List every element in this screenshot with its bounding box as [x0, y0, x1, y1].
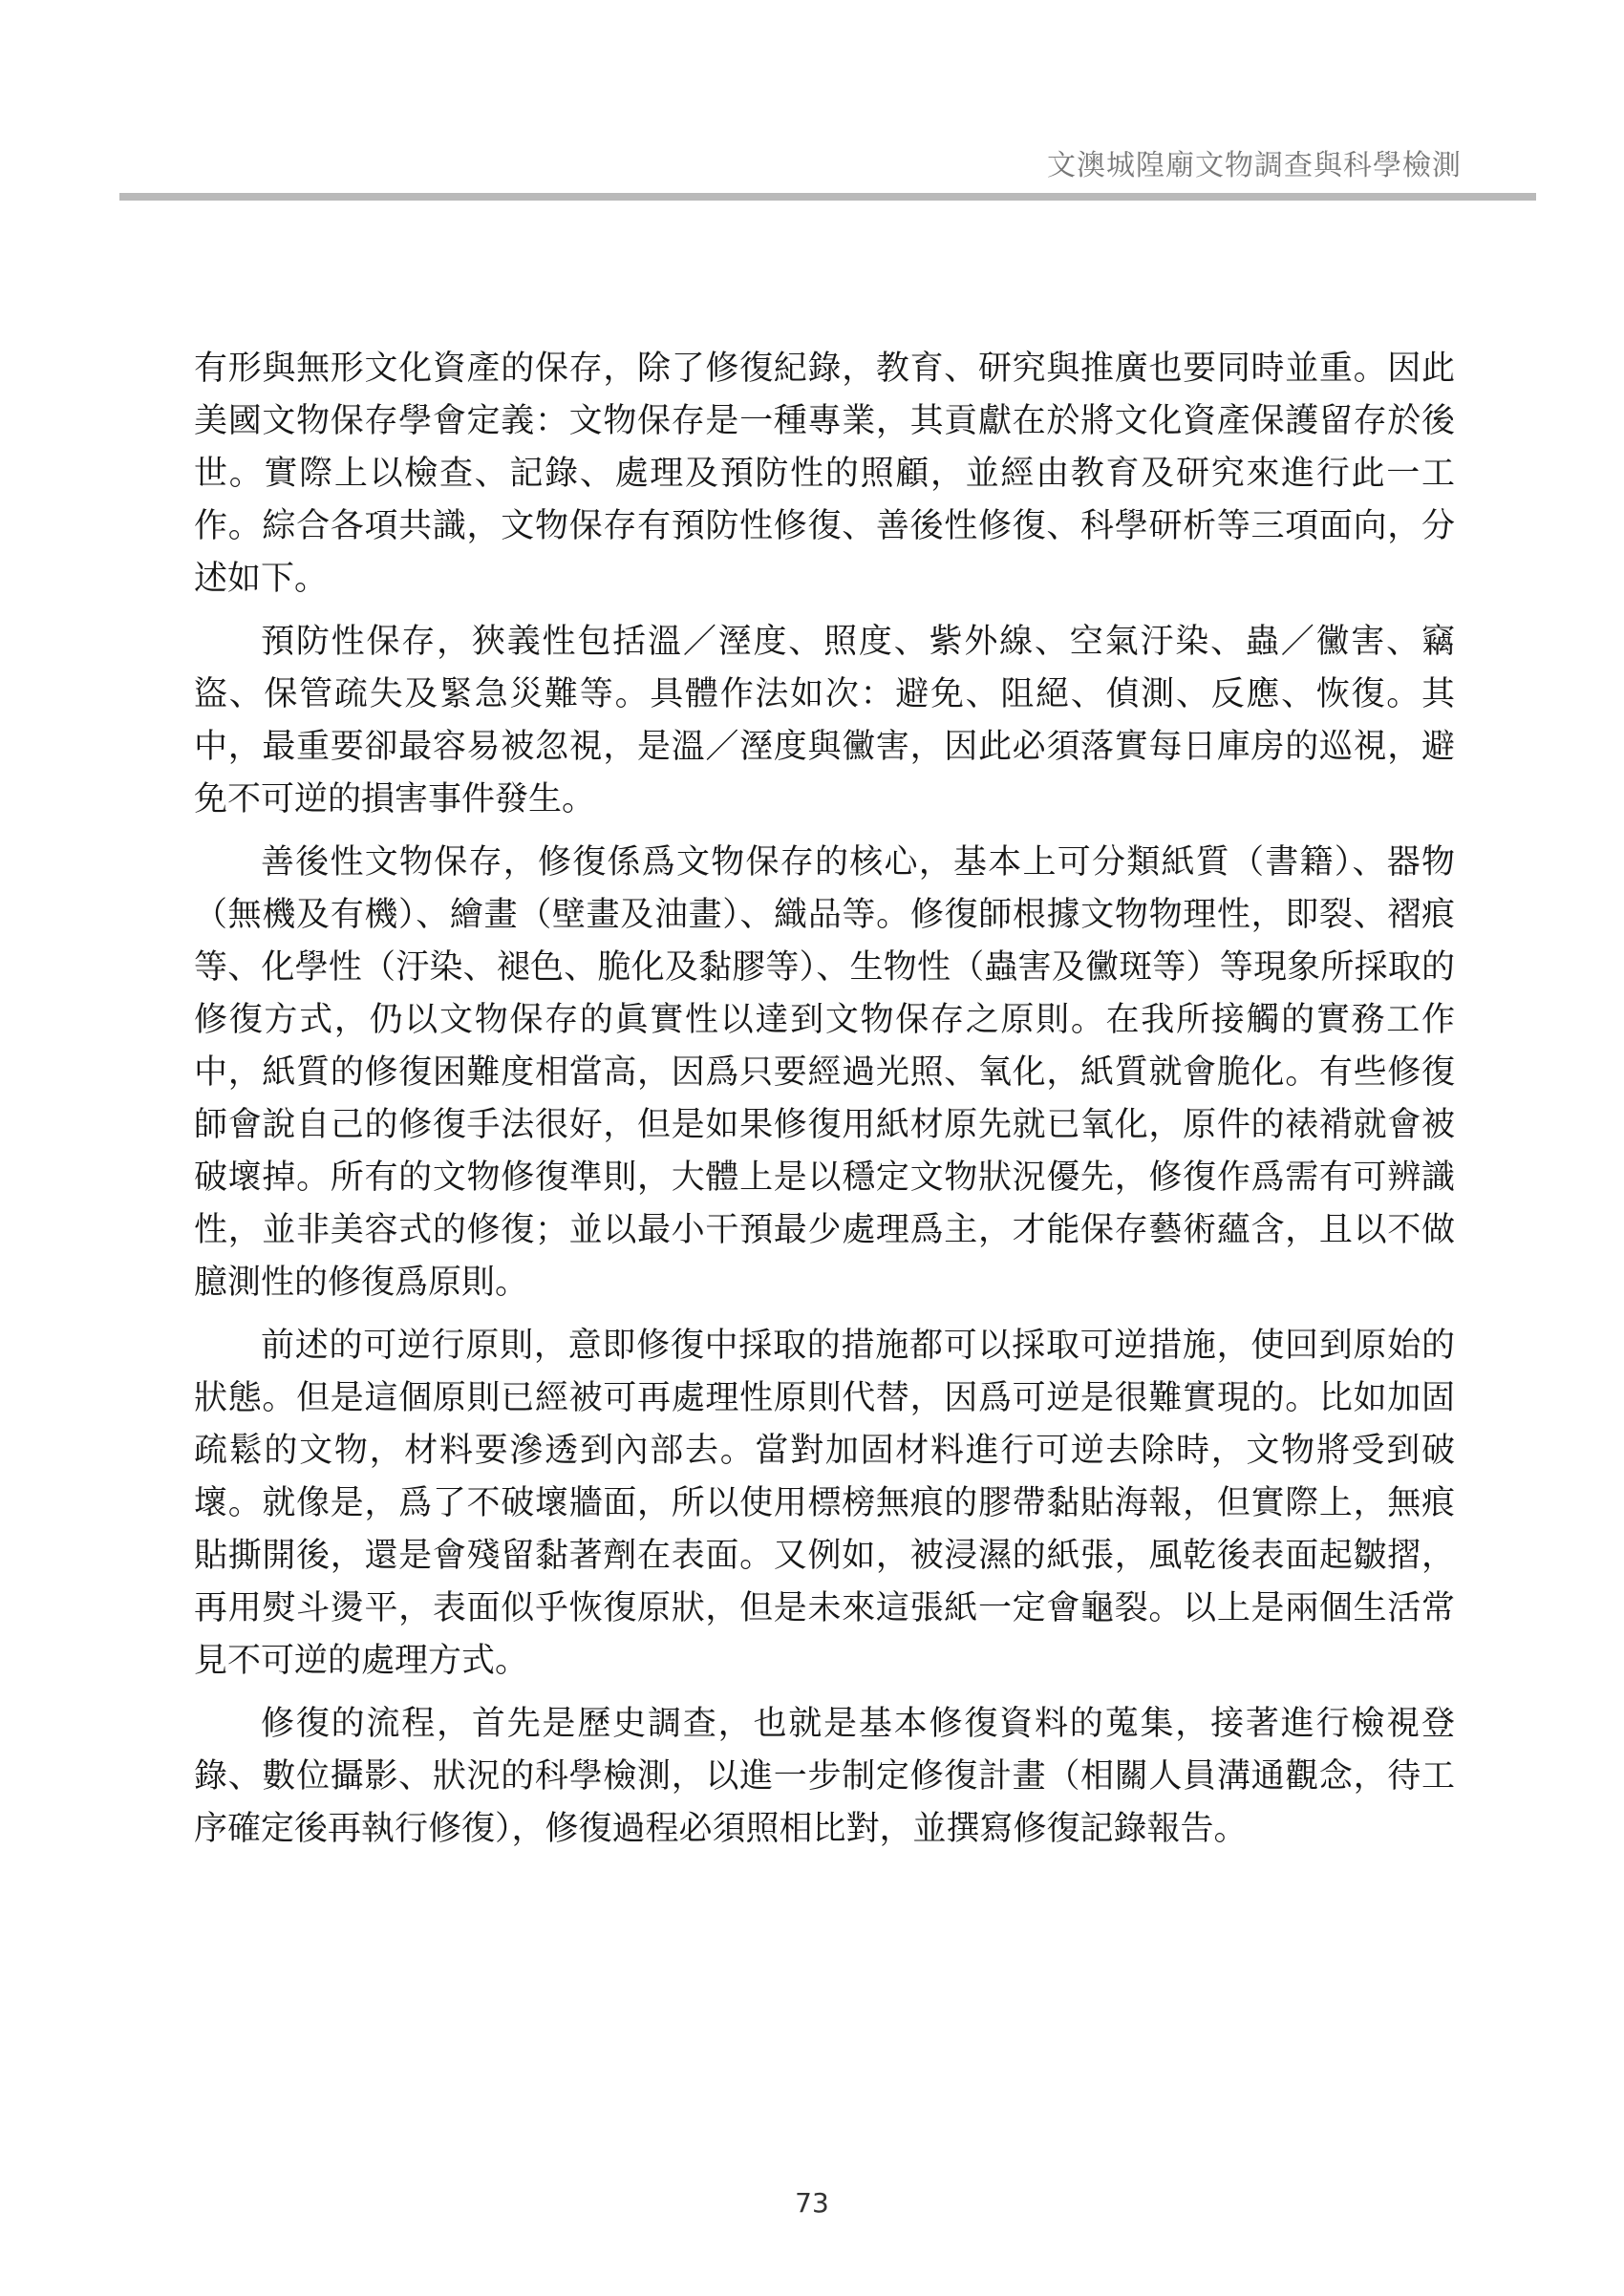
body-text: [194, 343, 1455, 1866]
page-number: 73: [795, 2187, 829, 2219]
paragraph-reversibility: 前述的可逆行原則，意即修復中採取的措施都可以採取可逆措施，使回到原始的狀態。但是這個原則已經被可再處理性原則代替，因爲可逆是很難實現的。比如加固疏鬆的文物，材料要滲透到內部去。當對加固材料進行可逆去除時，文物將受到破壞。就像是，爲了不破壞牆面，所以使用標榜無痕的膠帶黏貼海報，但實際上，無痕貼撕開後，還是會殘留黏著劑在表面。又例如，被浸濕的紙張，風乾後表面起皺摺，再用熨斗燙平，表面似乎恢復原狀，但是未來這張紙一定會龜裂。以上是兩個生活常見不可逆的處理方式。: [194, 1327, 1455, 1680]
header-divider: [119, 193, 1536, 201]
running-header-title: 文澳城隍廟文物調查與科學檢測: [1047, 149, 1462, 182]
paragraph-restoration-process: 修復的流程，首先是歷史調查，也就是基本修復資料的蒐集，接著進行檢視登錄、數位攝影、狀況的科學檢測，以進一步制定修復計畫（相關人員溝通觀念，待工序確定後再執行修復），修復過程必須照相比對，並撰寫修復記錄報告。: [194, 1705, 1455, 1848]
paragraph-preventive-conservation: 預防性保存，狹義性包括溫／溼度、照度、紫外線、空氣汙染、蟲／黴害、竊盜、保管疏失及緊急災難等。具體作法如次：避免、阻絕、偵測、反應、恢復。其中，最重要卻最容易被忽視，是溫／溼度與黴害，因此必須落實每日庫房的巡視，避免不可逆的損害事件發生。: [194, 623, 1455, 818]
paragraph-intro: 有形與無形文化資產的保存，除了修復紀錄，教育、研究與推廣也要同時並重。因此美國文物保存學會定義：文物保存是一種專業，其貢獻在於將文化資產保護留存於後世。實際上以檢查、記錄、處理及預防性的照顧，並經由教育及研究來進行此一工作。綜合各項共識，文物保存有預防性修復、善後性修復、科學研析等三項面向，分述如下。: [194, 350, 1455, 598]
paragraph-remedial-conservation: 善後性文物保存，修復係爲文物保存的核心，基本上可分類紙質（書籍）、器物（無機及有機）、繪畫（壁畫及油畫）、織品等。修復師根據文物物理性，即裂、褶痕等、化學性（汙染、褪色、脆化及黏膠等）、生物性（蟲害及黴斑等）等現象所採取的修復方式，仍以文物保存的眞實性以達到文物保存之原則。在我所接觸的實務工作中，紙質的修復困難度相當高，因爲只要經過光照、氧化，紙質就會脆化。有些修復師會說自己的修復手法很好，但是如果修復用紙材原先就已氧化，原件的裱褙就會被破壞掉。所有的文物修復準則，大體上是以穩定文物狀況優先，修復作爲需有可辨識性，並非美容式的修復；並以最小干預最少處理爲主，才能保存藝術蘊含，且以不做臆測性的修復爲原則。: [194, 843, 1455, 1302]
